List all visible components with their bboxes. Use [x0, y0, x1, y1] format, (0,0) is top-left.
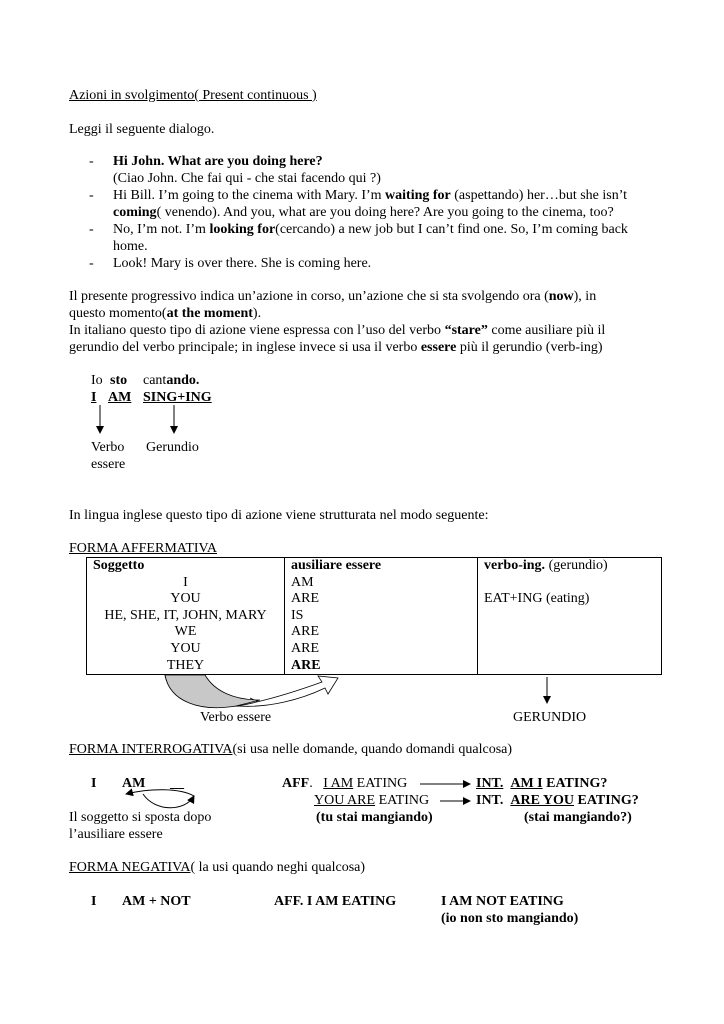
header-verbo-ing: verbo-ing. (gerundio)	[484, 558, 608, 573]
dialogue-line: home.	[113, 239, 148, 254]
bullet-dash: -	[89, 188, 94, 203]
inter-result-1: INT. AM I EATING?	[476, 776, 608, 791]
label-gerundio: Gerundio	[146, 440, 199, 455]
inter-example-1: AFF. I AM EATING	[282, 776, 408, 791]
subject-cell: YOU	[170, 640, 201, 656]
inter-blank: __	[170, 776, 184, 791]
inter-translation-1: (tu stai mangiando)	[316, 810, 433, 825]
header-ausiliare: ausiliare essere	[291, 558, 382, 573]
structure-line: In lingua inglese questo tipo di azione viene strutturata nel modo seguente:	[69, 508, 489, 523]
swap-arrow-right	[143, 794, 194, 808]
dialogue-line: Hi Bill. I’m going to the cinema with Mary. I’m waiting for (aspettando) her…but she isn’t	[113, 188, 628, 203]
verb-cell: EAT+ING (eating)	[484, 590, 590, 606]
example-am: AM	[108, 390, 132, 405]
label-gerundio-caps: GERUNDIO	[513, 710, 587, 725]
aux-cell: IS	[291, 607, 304, 623]
inter-translation-2: (stai mangiando?)	[524, 810, 632, 825]
paragraph-line: gerundio del verbo principale; in inglese invece si usa il verbo essere più il gerundio (verb-ing)	[69, 340, 603, 355]
curved-arrow-gray	[165, 675, 260, 708]
dialogue-line: No, I’m not. I’m looking for(cercando) a new job but I can’t find one. So, I’m coming back	[113, 222, 628, 237]
intro-text: Leggi il seguente dialogo.	[69, 122, 215, 137]
bullet-dash: -	[89, 222, 94, 237]
example-i: I	[91, 390, 97, 405]
paragraph-line: Il presente progressivo indica un’azione in corso, un’azione che si sta svolgendo ora (now), in	[69, 289, 597, 304]
heading-affermativa: FORMA AFFERMATIVA	[69, 541, 217, 556]
subject-cell: I	[183, 574, 188, 590]
dialogue-line: Look! Mary is over there. She is coming here.	[113, 256, 372, 271]
inter-result-2: INT. ARE YOU EATING?	[476, 793, 639, 808]
paragraph-line: In italiano questo tipo di azione viene espressa con l’uso del verbo “stare” come ausiliare più il	[69, 323, 606, 338]
subject-cell: THEY	[166, 657, 205, 673]
bullet-dash: -	[89, 154, 94, 169]
subject-cell: HE, SHE, IT, JOHN, MARY	[104, 607, 267, 623]
header-soggetto: Soggetto	[93, 558, 145, 573]
neg-example: AFF. I AM EATING	[274, 894, 397, 909]
label-verbo: Verbo	[91, 440, 125, 455]
paragraph-line: questo momento(at the moment).	[69, 306, 262, 321]
example-cantando: cantando.	[143, 373, 200, 388]
label-verbo-essere: Verbo essere	[200, 710, 272, 725]
heading-interrogativa: FORMA INTERROGATIVA(si usa nelle domande, quando domandi qualcosa)	[69, 742, 513, 757]
label-essere: essere	[91, 457, 126, 472]
bullet-dash: -	[89, 256, 94, 271]
dialogue-line: Hi John. What are you doing here?	[113, 154, 323, 169]
dialogue-line: (Ciao John. Che fai qui - che stai facendo qui ?)	[113, 171, 381, 186]
subject-cell: WE	[174, 624, 197, 640]
inter-am: AM	[122, 776, 146, 791]
inter-note-line: Il soggetto si sposta dopo	[69, 810, 212, 825]
example-sing-ing: SING+ING	[143, 390, 212, 405]
subject-cell: YOU	[170, 591, 201, 607]
dialogue-line: coming( venendo). And you, what are you doing here? Are you going to the cinema, too?	[113, 205, 614, 220]
example-sto: sto	[110, 373, 128, 388]
aux-cell: ARE	[291, 640, 319, 656]
swap-arrow-left	[126, 790, 194, 796]
inter-example-2: YOU ARE EATING	[314, 793, 430, 808]
neg-result: I AM NOT EATING	[441, 894, 564, 909]
neg-i: I	[91, 894, 97, 909]
heading-negativa: FORMA NEGATIVA( la usi quando neghi qualcosa)	[69, 860, 366, 875]
aux-cell: ARE	[291, 657, 321, 673]
inter-i: I	[91, 776, 97, 791]
neg-translation: (io non sto mangiando)	[441, 911, 579, 926]
page-title: Azioni in svolgimento( Present continuous )	[69, 88, 317, 103]
aux-cell: ARE	[291, 624, 319, 640]
aux-cell: ARE	[291, 591, 319, 607]
inter-note-line: l’ausiliare essere	[69, 827, 163, 842]
aux-cell: AM	[291, 574, 314, 590]
example-io: Io	[91, 373, 103, 388]
neg-am-not: AM + NOT	[122, 894, 191, 909]
